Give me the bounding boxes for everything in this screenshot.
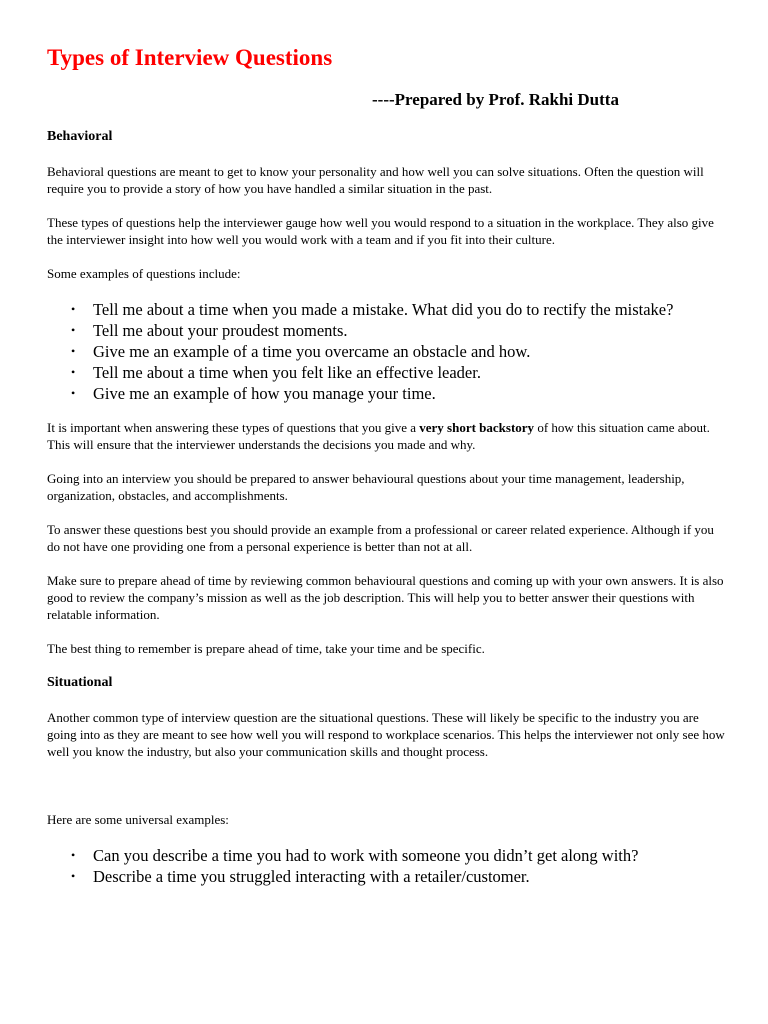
bullet-icon: •	[71, 302, 76, 316]
list-item-text: Can you describe a time you had to work with someone you didn’t get along with?	[93, 846, 639, 865]
emphasis-text: very short backstory	[419, 420, 535, 435]
paragraph: Behavioral questions are meant to get to know your personality and how well you can solve situations. Often the question will require you to provide a story of how you have handled a similar situation in the past.	[47, 164, 704, 196]
paragraph: Some examples of questions include:	[47, 266, 241, 281]
bullet-icon: •	[71, 848, 76, 862]
paragraph: Going into an interview you should be prepared to answer behavioural questions about your time management, leadership, organization, obstacles, and accomplishments.	[47, 471, 685, 503]
list-item	[71, 866, 729, 887]
list-item-text: Give me an example of a time you overcame an obstacle and how.	[93, 342, 531, 361]
list-item	[71, 341, 729, 362]
list-item-text: Tell me about your proudest moments.	[93, 321, 348, 340]
list-item	[71, 299, 729, 320]
list-item-text: Describe a time you struggled interacting with a retailer/customer.	[93, 867, 530, 886]
bullet-icon: •	[71, 323, 76, 337]
paragraph: The best thing to remember is prepare ahead of time, take your time and be specific.	[47, 641, 485, 656]
text-run: of how this situation came about. This will ensure that the interviewer understands the decisions you made and why.	[47, 420, 710, 452]
paragraph: Another common type of interview question are the situational questions. These will likely be specific to the industry you are going into as they are meant to see how well you will respond to workplace scenarios. This helps the interviewer not only see how well you know the industry, but also your communication skills and thought process.	[47, 710, 725, 759]
behavioral-examples-list	[47, 299, 729, 404]
bullet-icon: •	[71, 386, 76, 400]
list-item	[71, 383, 729, 404]
document-title: Types of Interview Questions	[47, 45, 333, 70]
bullet-icon: •	[71, 869, 76, 883]
spacer	[47, 777, 729, 811]
author-byline: ----Prepared by Prof. Rakhi Dutta	[372, 90, 619, 109]
list-item-text: Tell me about a time when you felt like an effective leader.	[93, 363, 481, 382]
paragraph: These types of questions help the interviewer gauge how well you would respond to a situation in the workplace. They also give the interviewer insight into how well you would work with a team and if you fit into their culture.	[47, 215, 714, 247]
document-body	[47, 128, 729, 902]
situational-examples-list	[47, 845, 729, 887]
list-item	[71, 320, 729, 341]
list-item	[71, 362, 729, 383]
list-item-text: Give me an example of how you manage your time.	[93, 384, 436, 403]
text-run: It is important when answering these types of questions that you give a	[47, 420, 420, 435]
list-item-text: Tell me about a time when you made a mistake. What did you do to rectify the mistake?	[93, 300, 674, 319]
bullet-icon: •	[71, 344, 76, 358]
list-item	[71, 845, 729, 866]
paragraph: Make sure to prepare ahead of time by reviewing common behavioural questions and coming up with your own answers. It is also good to review the company’s mission as well as the job description. This will help you to better answer their questions with relatable information.	[47, 573, 724, 622]
section-heading-behavioral: Behavioral	[47, 129, 113, 144]
paragraph: Here are some universal examples:	[47, 812, 229, 827]
paragraph: To answer these questions best you should provide an example from a professional or career related experience. Although if you do not have one providing one from a personal experience is better than not at all.	[47, 522, 714, 554]
section-heading-situational: Situational	[47, 675, 113, 690]
paragraph	[47, 419, 729, 453]
bullet-icon: •	[71, 365, 76, 379]
